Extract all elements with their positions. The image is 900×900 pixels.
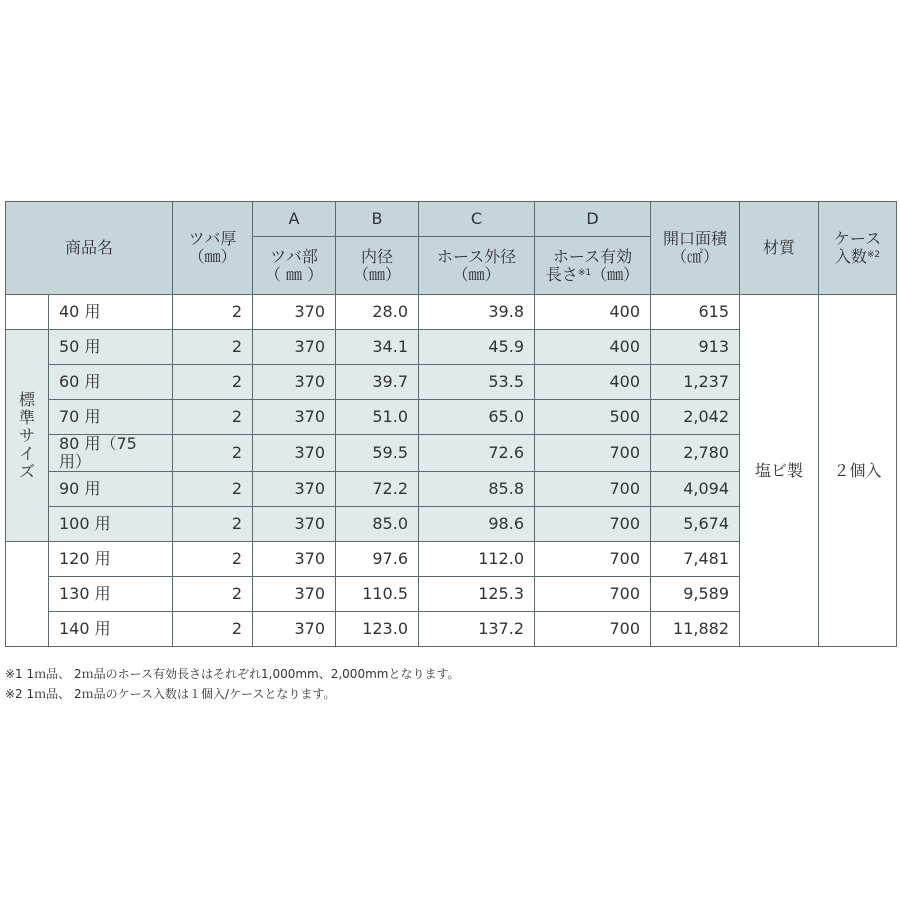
- d-value-cell: 700: [535, 435, 651, 472]
- tsuba-thickness-cell: 2: [173, 400, 253, 435]
- product-name-cell: 130 用: [49, 577, 173, 612]
- d-value-cell: 400: [535, 365, 651, 400]
- material-value: 塩ビ製: [740, 295, 819, 647]
- header-a-label: ツバ部 （ ㎜ ）: [253, 237, 336, 295]
- product-name-cell: 100 用: [49, 507, 173, 542]
- area-value-cell: 615: [651, 295, 740, 330]
- c-value-cell: 53.5: [419, 365, 535, 400]
- tsuba-thickness-cell: 2: [173, 507, 253, 542]
- a-value-cell: 370: [253, 330, 336, 365]
- a-value-cell: 370: [253, 612, 336, 647]
- c-value-cell: 125.3: [419, 577, 535, 612]
- header-b-label: 内径 （㎜）: [336, 237, 419, 295]
- c-value-cell: 39.8: [419, 295, 535, 330]
- c-value-cell: 98.6: [419, 507, 535, 542]
- product-name-cell: 80 用（75 用）: [49, 435, 173, 472]
- b-value-cell: 34.1: [336, 330, 419, 365]
- area-value-cell: 2,042: [651, 400, 740, 435]
- b-value-cell: 51.0: [336, 400, 419, 435]
- header-open-area: 開口面積 （㎠）: [651, 202, 740, 295]
- header-case-qty: ケース 入数$^{※2}$: [819, 202, 897, 295]
- area-value-cell: 4,094: [651, 472, 740, 507]
- a-value-cell: 370: [253, 295, 336, 330]
- header-d-label: ホース有効 長さ$^{※1}$（㎜）: [535, 237, 651, 295]
- footnote-1: ※1 1ｍ品、 2ｍ品のホース有効長さはそれぞれ1,000mm、2,000mmとなります。: [5, 667, 460, 681]
- product-name-cell: 50 用: [49, 330, 173, 365]
- c-value-cell: 65.0: [419, 400, 535, 435]
- product-name-cell: 60 用: [49, 365, 173, 400]
- d-value-cell: 700: [535, 612, 651, 647]
- tsuba-thickness-cell: 2: [173, 295, 253, 330]
- spec-table: [5, 201, 897, 647]
- b-value-cell: 59.5: [336, 435, 419, 472]
- tsuba-thickness-cell: 2: [173, 542, 253, 577]
- product-name-cell: 90 用: [49, 472, 173, 507]
- header-c-label: ホース外径 （㎜）: [419, 237, 535, 295]
- case-qty-value: ２個入: [819, 295, 897, 647]
- d-value-cell: 500: [535, 400, 651, 435]
- area-value-cell: 9,589: [651, 577, 740, 612]
- tsuba-thickness-cell: 2: [173, 435, 253, 472]
- c-value-cell: 45.9: [419, 330, 535, 365]
- header-b-letter: B: [336, 202, 419, 237]
- product-name-cell: 40 用: [49, 295, 173, 330]
- product-name-cell: 140 用: [49, 612, 173, 647]
- c-value-cell: 112.0: [419, 542, 535, 577]
- a-value-cell: 370: [253, 365, 336, 400]
- c-value-cell: 72.6: [419, 435, 535, 472]
- group-cell-empty: [6, 295, 49, 330]
- area-value-cell: 2,780: [651, 435, 740, 472]
- header-c-letter: C: [419, 202, 535, 237]
- tsuba-thickness-cell: 2: [173, 577, 253, 612]
- tsuba-thickness-cell: 2: [173, 472, 253, 507]
- a-value-cell: 370: [253, 472, 336, 507]
- area-value-cell: 5,674: [651, 507, 740, 542]
- standard-size-label: 標 準 サ イ ズ: [6, 330, 49, 542]
- header-product-name: 商品名: [6, 202, 173, 295]
- tsuba-thickness-cell: 2: [173, 365, 253, 400]
- product-name-cell: 70 用: [49, 400, 173, 435]
- b-value-cell: 28.0: [336, 295, 419, 330]
- a-value-cell: 370: [253, 400, 336, 435]
- area-value-cell: 7,481: [651, 542, 740, 577]
- header-d-letter: D: [535, 202, 651, 237]
- group-cell-empty: [6, 542, 49, 647]
- d-value-cell: 700: [535, 472, 651, 507]
- b-value-cell: 72.2: [336, 472, 419, 507]
- b-value-cell: 39.7: [336, 365, 419, 400]
- area-value-cell: 913: [651, 330, 740, 365]
- tsuba-thickness-cell: 2: [173, 330, 253, 365]
- tsuba-thickness-cell: 2: [173, 612, 253, 647]
- d-value-cell: 400: [535, 295, 651, 330]
- b-value-cell: 110.5: [336, 577, 419, 612]
- c-value-cell: 137.2: [419, 612, 535, 647]
- footnote-2: ※2 1ｍ品、 2ｍ品のケース入数は１個入/ケースとなります。: [5, 687, 336, 701]
- a-value-cell: 370: [253, 577, 336, 612]
- d-value-cell: 400: [535, 330, 651, 365]
- b-value-cell: 97.6: [336, 542, 419, 577]
- a-value-cell: 370: [253, 542, 336, 577]
- a-value-cell: 370: [253, 507, 336, 542]
- table-row: [6, 295, 897, 330]
- d-value-cell: 700: [535, 542, 651, 577]
- area-value-cell: 11,882: [651, 612, 740, 647]
- c-value-cell: 85.8: [419, 472, 535, 507]
- d-value-cell: 700: [535, 577, 651, 612]
- area-value-cell: 1,237: [651, 365, 740, 400]
- header-material: 材質: [740, 202, 819, 295]
- header-tsuba-thickness: ツバ厚 （㎜）: [173, 202, 253, 295]
- b-value-cell: 123.0: [336, 612, 419, 647]
- footnotes: [5, 664, 460, 704]
- product-name-cell: 120 用: [49, 542, 173, 577]
- d-value-cell: 700: [535, 507, 651, 542]
- a-value-cell: 370: [253, 435, 336, 472]
- b-value-cell: 85.0: [336, 507, 419, 542]
- header-a-letter: A: [253, 202, 336, 237]
